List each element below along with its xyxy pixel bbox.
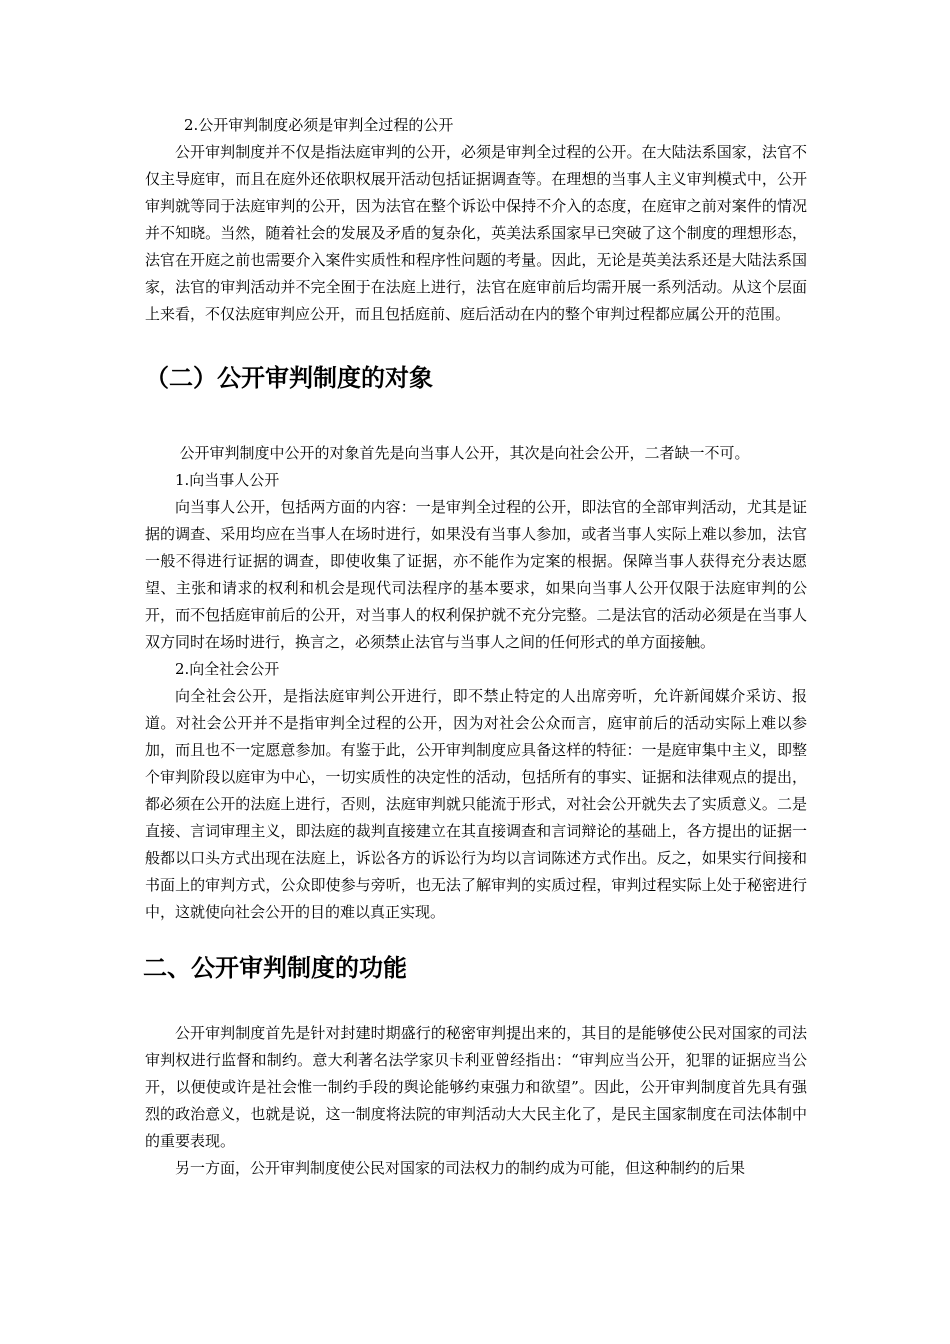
paragraph-objects-lead: 公开审判制度中公开的对象首先是向当事人公开，其次是向社会公开，二者缺一不可。 <box>179 444 750 462</box>
paragraph-trial-process: 公开审判制度并不仅是指法庭审判的公开，必须是审判全过程的公开。在大陆法系国家，法官不仅主导庭审，而且在庭外还依职权展开活动包括证据调查等。在理想的当事人主义审判模式中，公开审判就等同于法庭审判的公开，因为法官在整个诉讼中保持不介入的态度，在庭审之前对案件的情况并不知晓。当然，随着社会的发展及矛盾的复杂化，英美法系国家早已突破了这个制度的理想形态，法官在开庭之前也需要介入案件实质性和程序性问题的考量。因此，无论是英美法系还是大陆法系国家，法官的审判活动并不完全囿于在法庭上进行，法官在庭审前后均需开展一系列活动。从这个层面上来看，不仅法庭审判应公开，而且包括庭前、庭后活动在内的整个审判过程都应属公开的范围。 <box>145 143 807 323</box>
section-heading-objects: （二）公开审判制度的对象 <box>145 364 433 392</box>
paragraph-society: 向全社会公开，是指法庭审判公开进行，即不禁止特定的人出席旁听，允许新闻媒介采访、报道。对社会公开并不是指审判全过程的公开，因为对社会公众而言，庭审前后的活动实际上难以参加，而且也不一定愿意参加。有鉴于此，公开审判制度应具备这样的特征：一是庭审集中主义，即整个审判阶段以庭审为中心，一切实质性的决定性的活动，包括所有的事实、证据和法律观点的提出，都必须在公开的法庭上进行，否则，法庭审判就只能流于形式，对社会公开就失去了实质意义。二是直接、言词审理主义，即法庭的裁判直接建立在其直接调查和言词辩论的基础上，各方提出的证据一般都以口头方式出现在法庭上，诉讼各方的诉讼行为均以言词陈述方式作出。反之，如果实行间接和书面上的审判方式，公众即使参与旁听，也无法了解审判的实质过程，审判过程实际上处于秘密进行中，这就使向社会公开的目的难以真正实现。 <box>145 687 807 921</box>
paragraph-parties: 向当事人公开，包括两方面的内容：一是审判全过程的公开，即法官的全部审判活动，尤其是证据的调查、采用均应在当事人在场时进行，如果没有当事人参加，或者当事人实际上难以参加，法官一般不得进行证据的调查，即使收集了证据，亦不能作为定案的根据。保障当事人获得充分表达愿望、主张和请求的权利和机会是现代司法程序的基本要求，如果向当事人公开仅限于法庭审判的公开，而不包括庭审前后的公开，对当事人的权利保护就不充分完整。二是法官的活动必须是在当事人双方同时在场时进行，换言之，必须禁止法官与当事人之间的任何形式的单方面接触。 <box>145 498 807 651</box>
paragraph-functions-2: 另一方面，公开审判制度使公民对国家的司法权力的制约成为可能，但这种制约的后果 <box>175 1159 746 1177</box>
sub-heading-society: 2.向全社会公开 <box>175 660 280 678</box>
sub-heading-trial-process: 2.公开审判制度必须是审判全过程的公开 <box>184 116 454 134</box>
paragraph-functions-1: 公开审判制度首先是针对封建时期盛行的秘密审判提出来的，其目的是能够使公民对国家的司法审判权进行监督和制约。意大利著名法学家贝卡利亚曾经指出：“审判应当公开，犯罪的证据应当公开，以便使或许是社会惟一制约手段的舆论能够约束强力和欲望”。因此，公开审判制度首先具有强烈的政治意义，也就是说，这一制度将法院的审判活动大大民主化了，是民主国家制度在司法体制中的重要表现。 <box>145 1024 807 1150</box>
section-heading-functions: 二、公开审判制度的功能 <box>143 954 407 982</box>
document-body <box>145 112 807 1182</box>
sub-heading-parties: 1.向当事人公开 <box>175 471 280 489</box>
